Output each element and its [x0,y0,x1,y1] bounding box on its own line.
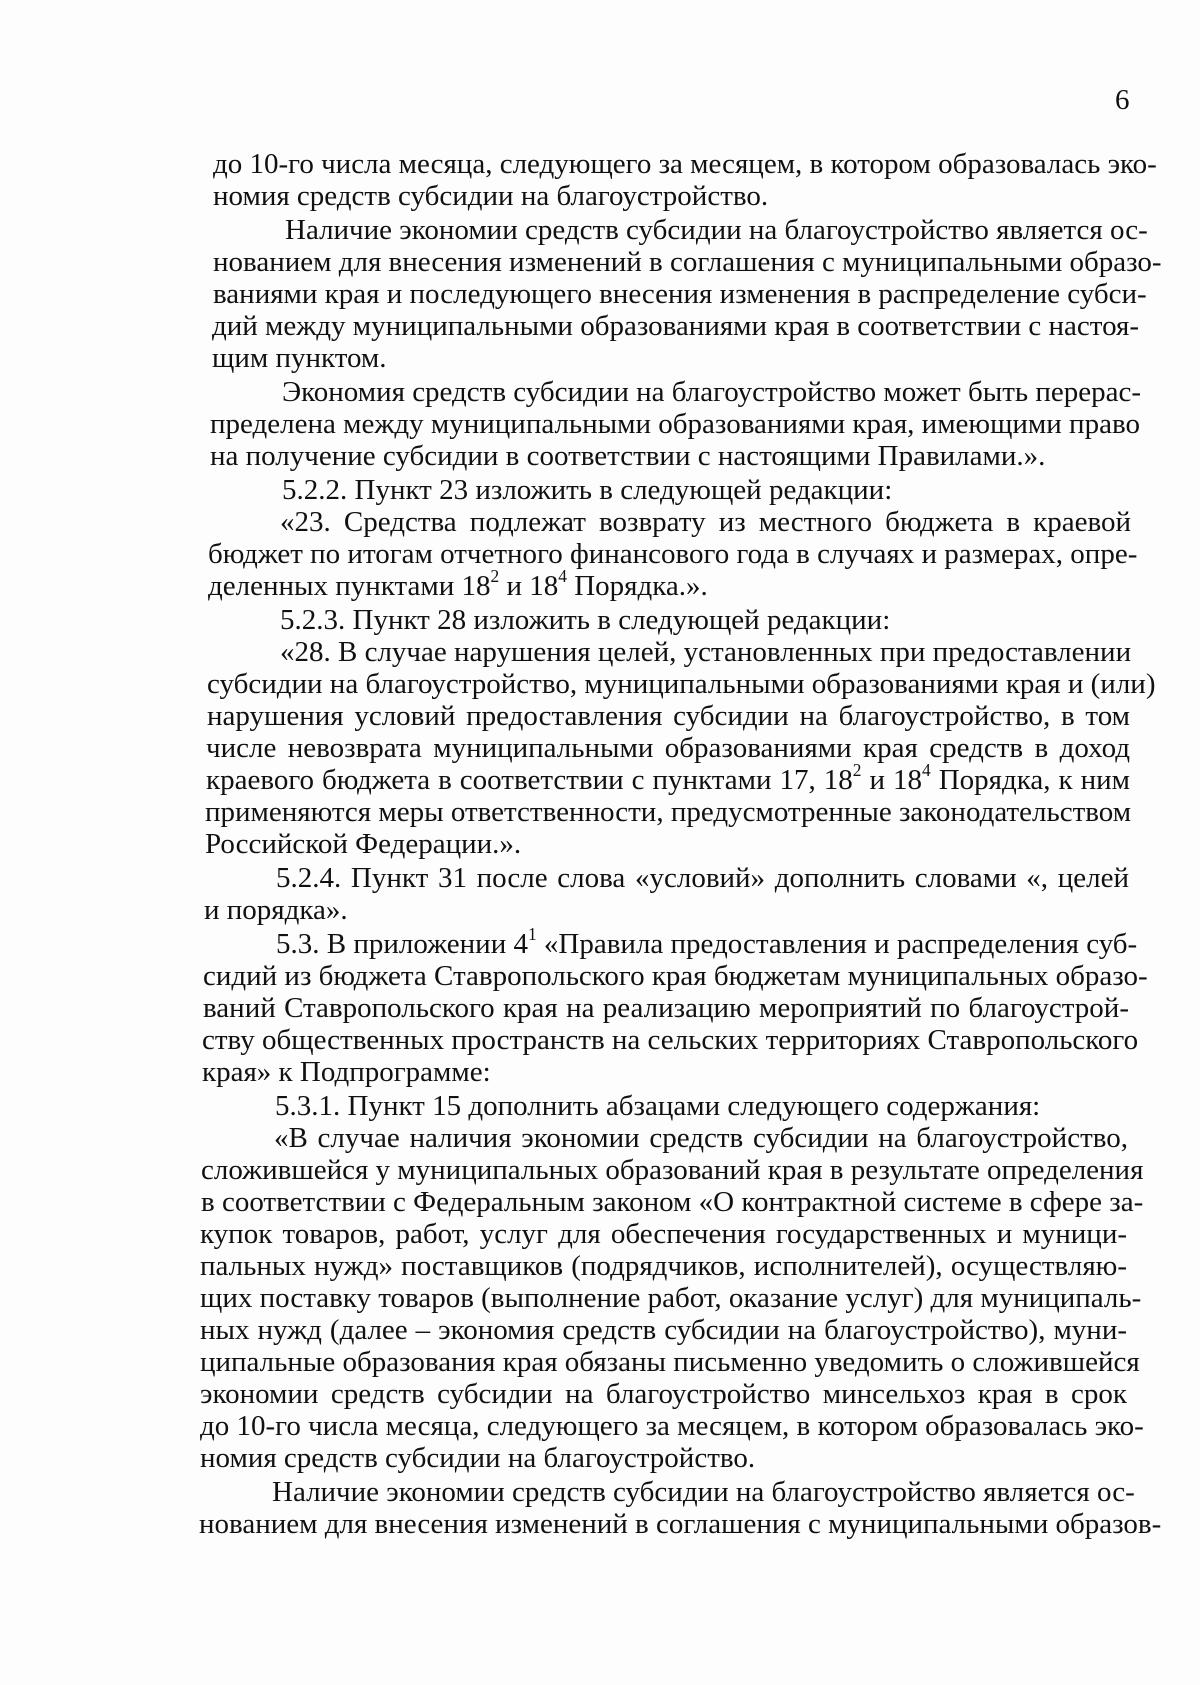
text-line: деленных пунктами $18^2$ и $18^4$ Порядка.». [208,565,708,602]
text-line: числе невозврата муниципальными образованиями края средств в доход [206,732,1130,764]
text-line: «23. Средства подлежат возврату из местного бюджета в краевой [280,506,1131,538]
text-line: применяются меры ответственности, предусмотренные законодательством [205,796,1132,828]
text-line: ных нужд (далее – экономия средств субсидии на благоустройство), муни- [200,1314,1127,1346]
text-line: номия средств субсидии на благоустройство. [200,1442,756,1474]
text-line: ципальные образования края обязаны письменно уведомить о сложившейся [200,1346,1140,1378]
text-line: «В случае наличия экономии средств субсидии на благоустройство, [274,1122,1128,1154]
text-line: 5.2.3. Пункт 28 изложить в следующей редакции: [280,604,891,636]
text-line: в соответствии с Федеральным законом «О контрактной системе в сфере за- [201,1186,1144,1218]
text-line: щих поставку товаров (выполнение работ, оказание услуг) для муниципаль- [200,1282,1142,1314]
text-line: «28. В случае нарушения целей, установленных при предоставлении [280,636,1132,668]
text-line: и порядка». [204,894,348,926]
text-line: 5.2.4. Пункт 31 после слова «условий» дополнить словами «, целей [276,862,1129,894]
text-line: нарушения условий предоставления субсидии на благоустройство, в том [207,700,1130,732]
text-line: нованием для внесения изменений в соглашения с муниципальными образов- [199,1508,1162,1540]
text-line: 5.3. В приложении $4^1$ «Правила предоставления и распределения суб- [276,923,1138,960]
text-line: до 10-го числа месяца, следующего за месяцем, в котором образовалась эко- [200,1410,1144,1442]
text-line: номия средств субсидии на благоустройство. [213,180,769,212]
text-line: субсидии на благоустройство, муниципальными образованиями края и (или) [207,668,1156,700]
page-number: 6 [1115,84,1130,116]
text-line: края» к Подпрограмме: [202,1056,491,1088]
text-line: 5.2.2. Пункт 23 изложить в следующей редакции: [282,474,893,506]
text-line: на получение субсидии в соответствии с настоящими Правилами.». [210,440,1046,472]
text-line: до 10-го числа месяца, следующего за месяцем, в котором образовалась эко- [213,148,1157,180]
text-line: Наличие экономии средств субсидии на благоустройство является ос- [285,214,1148,246]
text-line: Российской Федерации.». [205,828,522,860]
text-line: Экономия средств субсидии на благоустройство может быть перерас- [282,376,1142,408]
text-line: дий между муниципальными образованиями края в соответствии с настоя- [212,310,1140,342]
text-line: сидий из бюджета Ставропольского края бюджетам муниципальных образо- [203,960,1148,992]
text-line: бюджет по итогам отчетного финансового года в случаях и размерах, опре- [208,538,1138,570]
text-line: ваний Ставропольского края на реализацию мероприятий по благоустрой- [203,992,1129,1024]
text-line: Наличие экономии средств субсидии на благоустройство является ос- [272,1476,1135,1508]
text-line: экономии средств субсидии на благоустройство минсельхоз края в срок [200,1378,1127,1410]
text-line: пределена между муниципальными образованиями края, имеющими право [210,408,1140,440]
text-line: щим пунктом. [212,342,387,374]
text-line: сложившейся у муниципальных образований края в результате определения [201,1154,1144,1186]
text-line: ваниями края и последующего внесения изменения в распределение субси- [213,278,1147,310]
text-line: 5.3.1. Пункт 15 дополнить абзацами следующего содержания: [275,1090,1041,1122]
text-line: купок товаров, работ, услуг для обеспечения государственных и муници- [200,1218,1127,1250]
text-line: пальных нужд» поставщиков (подрядчиков, исполнителей), осуществляю- [200,1250,1127,1282]
text-line: нованием для внесения изменений в соглашения с муниципальными образо- [213,246,1162,278]
text-line: краевого бюджета в соответствии с пунктами 17, $18^2$ и $18^4$ Порядка, к ним [206,759,1130,796]
text-line: ству общественных пространств на сельских территориях Ставропольского [202,1024,1139,1056]
